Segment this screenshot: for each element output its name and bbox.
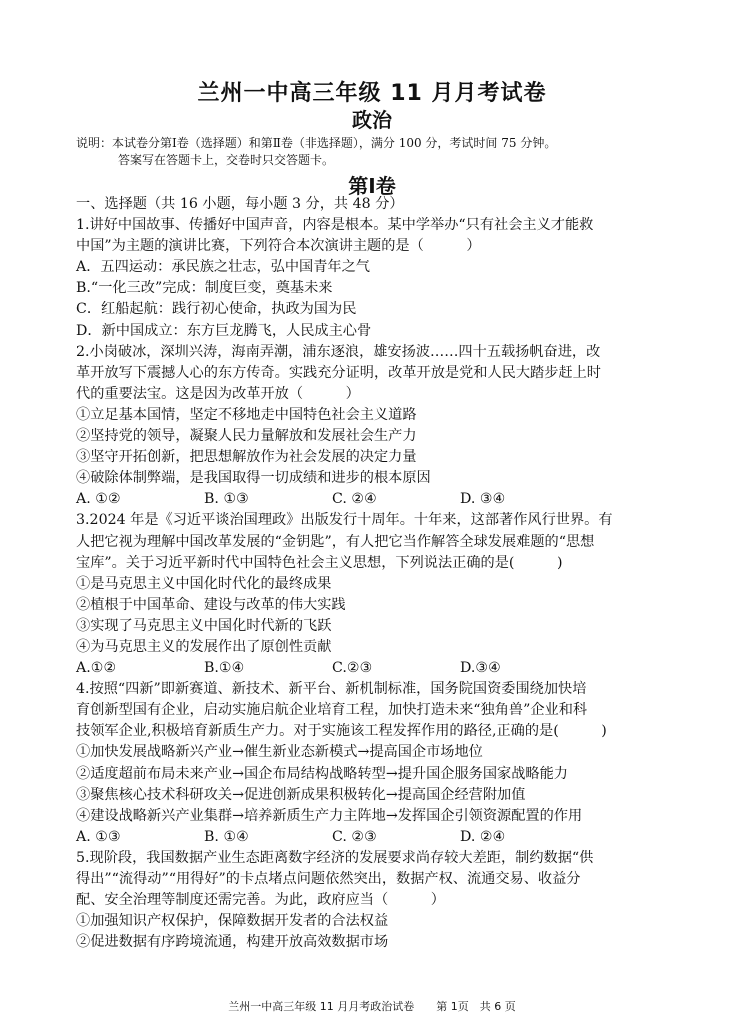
question-stem-line: 代的重要法宝。这是因为改革开放（ ） [76,385,360,402]
question-stem-line: 宝库”。关于习近平新时代中国特色社会主义思想，下列说法正确的是( ) [76,554,563,571]
statement-item: ④为马克思主义的发展作出了原创性贡献 [76,638,332,655]
question-stem-line: 1.讲好中国故事、传播好中国声音，内容是根本。某中学举办“只有社会主义才能救 [76,217,594,234]
subject-title: 政治 [352,108,392,132]
question-stem-line: 育创新型国有企业，启动实施启航企业培育工程，加快打造未来“独角兽”企业和科 [76,702,588,719]
answer-options [76,489,676,510]
answer-choice: A．五四运动：承民族之壮志，弘中国青年之气 [76,259,370,276]
statement-item: ④破除体制弊端，是我国取得一切成绩和进步的根本原因 [76,470,431,487]
question-1 [76,215,676,342]
statement-item: ①加快发展战略新兴产业→催生新业态新模式→提高国企市场地位 [76,744,483,761]
statement-item: ①加强知识产权保护，保障数据开发者的合法权益 [76,913,389,930]
question-3 [76,510,676,679]
answer-option: D. ③④ [460,491,506,508]
section-title: 第Ⅰ卷 [348,174,396,198]
statement-item: ③坚守开拓创新，把思想解放作为社会发展的决定力量 [76,449,417,466]
instruction-line: 答案写在答题卡上，交卷时只交答题卡。 [118,153,335,167]
answer-option: A. ①③ [76,828,121,845]
statement-item: ②适度超前布局未来产业→国企布局结构战略转型→提升国企服务国家战略能力 [76,765,568,782]
answer-option: A. ①② [76,491,121,508]
answer-option: B. ①④ [204,828,249,845]
statement-item: ①立足基本国情，坚定不移地走中国特色社会主义道路 [76,406,417,423]
answer-option: C. ②③ [332,828,377,845]
question-5 [76,848,676,953]
answer-option: A.①② [76,660,117,677]
page-footer: 兰州一中高三年级 11 月月考政治试卷 第 1页 共 6 页 [228,1000,516,1013]
statement-item: ②促进数据有序跨境流通，构建开放高效数据市场 [76,934,389,951]
statement-item: ①是马克思主义中国化时代化的最终成果 [76,575,332,592]
answer-choice: C．红船起航：践行初心使命，执政为国为民 [76,301,357,318]
instruction-line: 说明：本试卷分第Ⅰ卷（选择题）和第Ⅱ卷（非选择题），满分 100 分，考试时间 75 分钟。 [76,136,557,150]
question-stem-line: 革开放写下震撼人心的东方传奇。实践充分证明，改革开放是党和人民大踏步赶上时 [76,364,601,381]
question-4 [76,679,676,848]
question-stem-line: 中国”为主题的演讲比赛，下列符合本次演讲主题的是（ ） [76,238,481,255]
question-stem-line: 技领军企业,积极培育新质生产力。对于实施该工程发挥作用的路径,正确的是( ) [76,723,607,740]
statement-item: ②坚持党的领导，凝聚人民力量解放和发展社会生产力 [76,428,417,445]
statement-item: ③实现了马克思主义中国化时代新的飞跃 [76,617,332,634]
question-stem-line: 4.按照“四新”即新赛道、新技术、新平台、新机制标准，国务院国资委围绕加快培 [76,681,587,698]
question-stem-line: 配、安全治理等制度还需完善。为此，政府应当（ ） [76,892,445,909]
section-instruction: 一、选择题（共 16 小题，每小题 3 分，共 48 分） [76,196,404,212]
answer-option: D.③④ [460,660,501,677]
answer-options [76,658,676,679]
question-list [76,194,676,953]
question-2 [76,342,676,511]
statement-item: ③聚焦核心技术科研攻关→促进创新成果积极转化→提高国企经营附加值 [76,786,526,803]
exam-instructions [76,135,556,169]
answer-option: B. ①③ [204,491,249,508]
answer-option: B.①④ [204,660,245,677]
question-stem-line: 5.现阶段，我国数据产业生态距离数字经济的发展要求尚存较大差距，制约数据“供 [76,849,594,866]
answer-choice: D．新中国成立：东方巨龙腾飞，人民成主心骨 [76,322,372,339]
answer-option: C. ②④ [332,491,377,508]
question-stem-line: 得出”“流得动”“用得好”的卡点堵点问题依然突出，数据产权、流通交易、收益分 [76,871,581,887]
exam-title: 兰州一中高三年级 11 月月考试卷 [197,81,547,106]
question-stem-line: 人把它视为理解中国改革发展的“金钥匙”，有人把它当作解答全球发展难题的“思想 [76,533,595,550]
question-stem-line: 3.2024 年是《习近平谈治国理政》出版发行十周年。十年来，这部著作风行世界。有 [76,512,613,529]
question-stem-line: 2.小岗破冰，深圳兴涛，海南弄潮，浦东逐浪，雄安扬波……四十五载扬帆奋进，改 [76,343,601,360]
answer-choice: B.“一化三改”完成：制度巨变，奠基未来 [76,280,333,297]
statement-item: ②植根于中国革命、建设与改革的伟大实践 [76,596,346,613]
statement-item: ④建设战略新兴产业集群→培养新质生产力主阵地→发挥国企引领资源配置的作用 [76,807,583,824]
answer-option: C.②③ [332,660,373,677]
answer-options [76,827,676,848]
answer-option: D. ②④ [460,828,506,845]
